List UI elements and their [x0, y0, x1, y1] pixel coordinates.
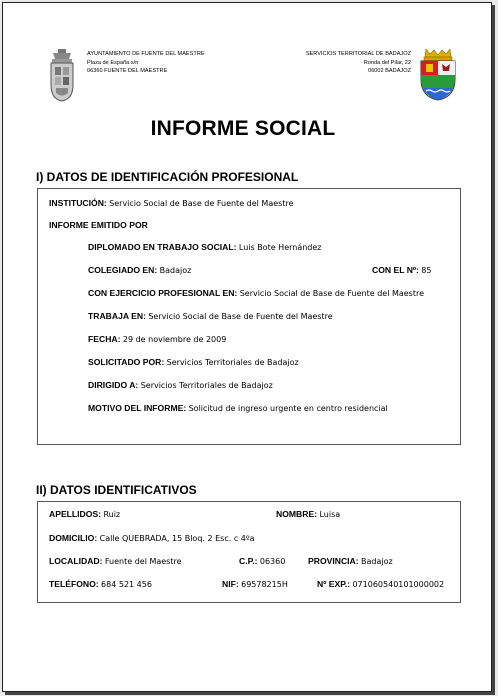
ejercicio-row — [88, 288, 424, 298]
header-right-line2: Ronda del Pilar, 22 — [363, 59, 411, 66]
telefono-row — [49, 579, 152, 589]
dirigido-value: Servicios Territoriales de Badajoz — [140, 381, 273, 390]
ejercicio-label: CON EJERCICIO PROFESIONAL EN: — [88, 288, 238, 298]
institucion-value: Servicio Social de Base de Fuente del Maestre — [109, 199, 294, 208]
nif-label: NIF: — [222, 579, 239, 589]
con-numero-label: CON EL Nº: — [372, 265, 419, 275]
provincia-value: Badajoz — [361, 557, 393, 566]
domicilio-value: Calle QUEBRADA, 15 Bloq. 2 Esc. c 4ºa — [99, 534, 255, 543]
nombre-value: Luisa — [319, 510, 341, 519]
motivo-value: Solicitud de ingreso urgente en centro residencial — [188, 404, 388, 413]
fecha-value: 29 de noviembre de 2009 — [122, 335, 227, 344]
provincia-label: PROVINCIA: — [308, 556, 359, 566]
motivo-label: MOTIVO DEL INFORME: — [88, 403, 187, 413]
colegiado-label: COLEGIADO EN: — [88, 265, 158, 275]
dirigido-row — [88, 380, 273, 390]
telefono-label: TELÉFONO: — [49, 579, 99, 589]
informe-emitido-label: INFORME EMITIDO POR — [49, 220, 148, 230]
codigo-postal-row — [239, 556, 285, 566]
numero-expediente-label: Nº EXP.: — [317, 579, 351, 589]
solicitado-row — [88, 357, 299, 367]
header-left-line2: Plaza de España s/n — [87, 59, 139, 66]
nombre-row — [276, 509, 340, 519]
domicilio-label: DOMICILIO: — [49, 533, 98, 543]
document-title: INFORME SOCIAL — [150, 117, 336, 140]
trabaja-label: TRABAJA EN: — [88, 311, 146, 321]
solicitado-label: SOLICITADO POR: — [88, 357, 165, 367]
localidad-row — [49, 556, 182, 566]
nif-row — [222, 579, 288, 589]
diplomado-row — [88, 242, 322, 252]
header-left-address — [87, 50, 205, 76]
trabaja-row — [88, 311, 333, 321]
institucion-row — [49, 198, 294, 208]
fecha-row — [88, 334, 226, 344]
informe-emitido-row — [49, 220, 148, 230]
localidad-label: LOCALIDAD: — [49, 556, 103, 566]
nif-value: 69578215H — [241, 580, 288, 589]
motivo-row — [88, 403, 388, 413]
con-numero-value: 85 — [421, 266, 432, 275]
regional-coat-of-arms-logo — [417, 49, 459, 101]
diplomado-value: Luis Bote Hernández — [238, 243, 322, 252]
section-identificacion-profesional-box — [37, 188, 461, 445]
diplomado-label: DIPLOMADO EN TRABAJO SOCIAL: — [88, 242, 237, 252]
apellidos-row — [49, 509, 120, 519]
telefono-value: 684 521 456 — [101, 580, 152, 589]
solicitado-value: Servicios Territoriales de Badajoz — [166, 358, 299, 367]
con-numero-row — [372, 265, 431, 275]
colegiado-value: Badajoz — [159, 266, 192, 275]
section-datos-identificativos-box — [37, 501, 461, 603]
nombre-label: NOMBRE: — [276, 509, 318, 519]
section-identificacion-profesional-title: I) DATOS DE IDENTIFICACIÓN PROFESIONAL — [36, 170, 299, 184]
header-right-line3: 06002 BADAJOZ — [368, 68, 411, 75]
header-left-line1: AYUNTAMIENTO DE FUENTE DEL MAESTRE — [87, 51, 205, 57]
localidad-value: Fuente del Maestre — [104, 557, 182, 566]
apellidos-label: APELLIDOS: — [49, 509, 102, 519]
numero-expediente-row — [317, 579, 444, 589]
institucion-label: INSTITUCIÓN: — [49, 198, 107, 208]
section-datos-identificativos-title: II) DATOS IDENTIFICATIVOS — [36, 483, 197, 497]
town-coat-of-arms-logo — [49, 47, 75, 103]
ejercicio-value: Servicio Social de Base de Fuente del Maestre — [239, 289, 425, 298]
provincia-row — [308, 556, 393, 566]
numero-expediente-value: 071060540101000002 — [352, 580, 445, 589]
colegiado-row — [88, 265, 191, 275]
trabaja-value: Servicio Social de Base de Fuente del Maestre — [148, 312, 333, 321]
apellidos-value: Ruiz — [103, 510, 121, 519]
document-page — [2, 2, 492, 692]
codigo-postal-label: C.P.: — [239, 556, 258, 566]
header-right-line1: SERVICIOS TERRITORIAL DE BADAJOZ — [305, 51, 411, 57]
dirigido-label: DIRIGIDO A: — [88, 380, 139, 390]
header-left-line3: 06360 FUENTE DEL MAESTRE — [87, 68, 168, 75]
fecha-label: FECHA: — [88, 334, 121, 344]
codigo-postal-value: 06360 — [259, 557, 286, 566]
header-right-address — [306, 50, 411, 76]
domicilio-row — [49, 533, 255, 543]
